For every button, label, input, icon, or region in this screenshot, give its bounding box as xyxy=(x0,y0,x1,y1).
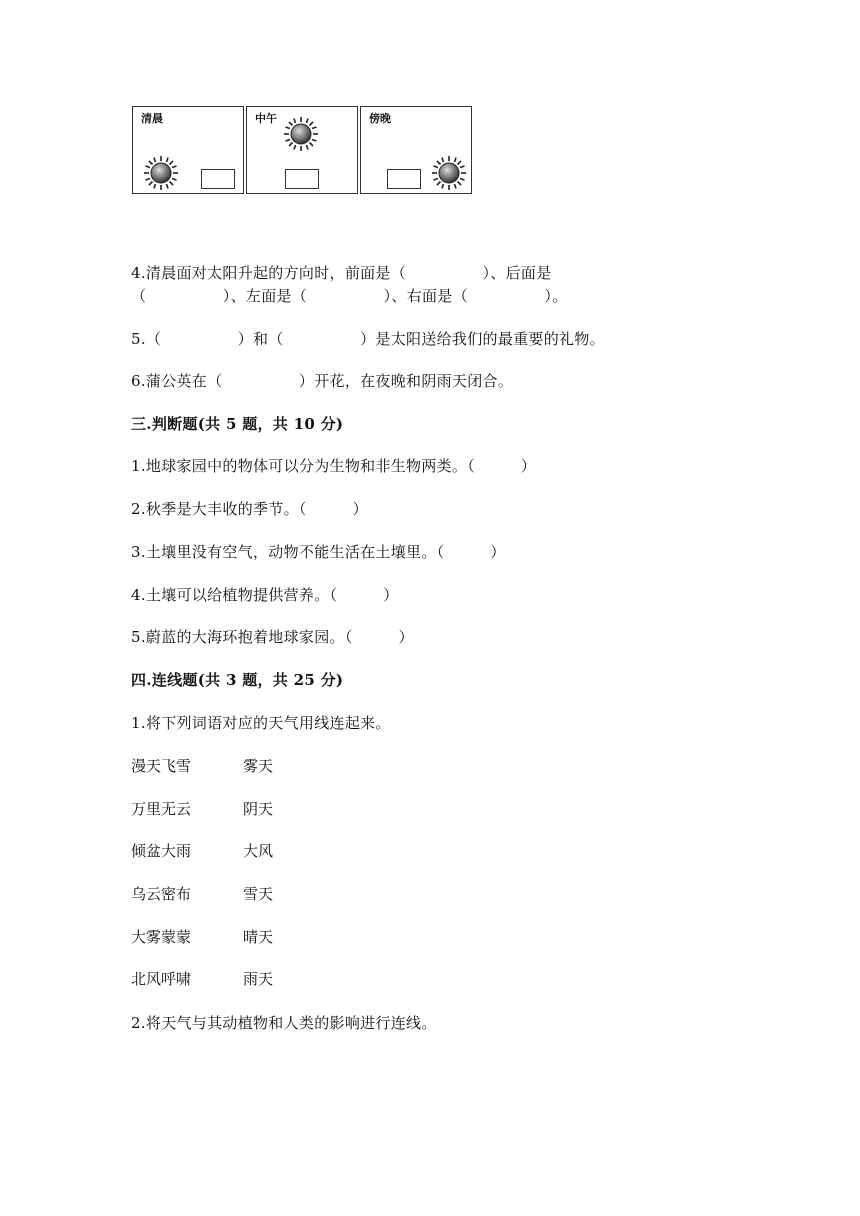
match-left-item: 万里无云 xyxy=(131,800,192,818)
match-question-1: 1.将下列词语对应的天气用线连起来。 xyxy=(131,714,391,732)
match-right-item: 雾天 xyxy=(243,757,274,775)
sun-icon xyxy=(431,155,467,191)
question-4-line-2: （ ）、左面是（ ）、右面是（ ）。 xyxy=(131,287,568,305)
judge-item-5: 5.蔚蓝的大海环抱着地球家园。（ ） xyxy=(131,628,414,646)
section-4-title: 四.连线题(共 3 题，共 25 分) xyxy=(131,671,344,689)
judge-item-4: 4.土壤可以给植物提供营养。（ ） xyxy=(131,586,399,604)
panel-label: 清晨 xyxy=(141,112,163,125)
judge-item-1: 1.地球家园中的物体可以分为生物和非生物两类。（ ） xyxy=(131,457,537,475)
question-6: 6.蒲公英在（ ）开花，在夜晚和阴雨天闭合。 xyxy=(131,372,514,390)
match-left-item: 漫天飞雪 xyxy=(131,757,192,775)
answer-box xyxy=(201,169,235,189)
panel-evening xyxy=(360,106,472,194)
judge-item-2: 2.秋季是大丰收的季节。（ ） xyxy=(131,500,368,518)
panel-label: 傍晚 xyxy=(369,112,391,125)
match-right-item: 雨天 xyxy=(243,970,274,988)
panel-label: 中午 xyxy=(255,112,277,125)
answer-box xyxy=(285,169,319,189)
section-3-title: 三.判断题(共 5 题，共 10 分) xyxy=(131,415,344,433)
match-right-item: 晴天 xyxy=(243,928,274,946)
answer-box xyxy=(387,169,421,189)
question-5: 5.（ ）和（ ）是太阳送给我们的最重要的礼物。 xyxy=(131,330,605,348)
sun-position-figure xyxy=(132,106,472,196)
panel-noon xyxy=(246,106,358,194)
judge-item-3: 3.土壤里没有空气，动物不能生活在土壤里。（ ） xyxy=(131,543,506,561)
panel-morning xyxy=(132,106,244,194)
match-right-item: 大风 xyxy=(243,842,274,860)
match-left-item: 大雾蒙蒙 xyxy=(131,928,192,946)
question-4-line-1: 4.清晨面对太阳升起的方向时，前面是（ ）、后面是 xyxy=(131,264,552,282)
match-right-item: 阴天 xyxy=(243,800,274,818)
sun-icon xyxy=(143,155,179,191)
sun-icon xyxy=(283,116,319,152)
match-left-item: 倾盆大雨 xyxy=(131,842,192,860)
match-right-item: 雪天 xyxy=(243,885,274,903)
match-question-2: 2.将天气与其动植物和人类的影响进行连线。 xyxy=(131,1014,437,1032)
match-left-item: 乌云密布 xyxy=(131,885,192,903)
match-left-item: 北风呼啸 xyxy=(131,970,192,988)
